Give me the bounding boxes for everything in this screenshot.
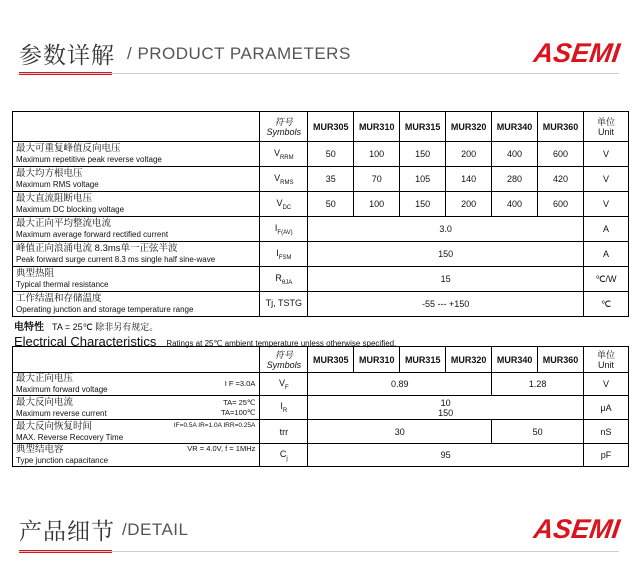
unit-cell: A (583, 242, 628, 267)
elec-title-cn: 电特性 (14, 322, 44, 333)
unit-cell: ℃/W (583, 267, 628, 292)
param-symbol: $V_F$ (260, 373, 308, 396)
param-symbol: $C_j$ (260, 444, 308, 467)
value-cell: 50 (308, 192, 354, 217)
asemi-logo: ASEMI (532, 38, 623, 68)
unit-cell: V (584, 373, 629, 396)
model-header: MUR315 (400, 347, 446, 373)
header-title-cn: 产品细节 (19, 519, 115, 545)
value-cell: 100 (354, 142, 400, 167)
value-cell: 280 (492, 167, 538, 192)
table-header-row (13, 112, 629, 142)
header-unit: 单位 Unit (584, 347, 629, 373)
table-row (13, 167, 629, 192)
unit-cell: nS (584, 420, 629, 444)
param-symbol: $V_{RMS}$ (260, 167, 308, 192)
param-symbol: $I_{FSM}$ (260, 242, 308, 267)
elec-title-en: Electrical Characteristics (14, 334, 157, 349)
param-symbol: $V_{DC}$ (260, 192, 308, 217)
header-title-en: / PRODUCT PARAMETERS (127, 44, 351, 63)
section-header-parameters (0, 29, 640, 89)
value-cell: 3.0 (308, 217, 584, 242)
value-cell: 150 (400, 192, 446, 217)
model-header: MUR305 (308, 112, 354, 142)
value-cell: 30 (308, 420, 492, 444)
value-cell: 400 (492, 192, 538, 217)
header-title-cn: 参数详解 (19, 43, 115, 69)
unit-cell: μA (584, 396, 629, 420)
model-header: MUR320 (446, 112, 492, 142)
test-condition: TA= 25℃ TA=100℃ (221, 397, 256, 417)
value-cell: 150 (308, 242, 584, 267)
value-cell: 35 (308, 167, 354, 192)
value-cell: 600 (538, 192, 584, 217)
param-description: 最大正向平均整流电流 Maximum average forward rectified current (13, 217, 260, 242)
value-cell: 100 (354, 192, 400, 217)
value-cell: 95 (308, 444, 584, 467)
model-header: MUR340 (492, 112, 538, 142)
value-cell: 140 (446, 167, 492, 192)
model-header: MUR320 (446, 347, 492, 373)
model-header: MUR305 (308, 347, 354, 373)
table-row (13, 292, 629, 317)
header-blank (13, 347, 260, 373)
table-row (13, 217, 629, 242)
table-row (13, 267, 629, 292)
value-cell: 600 (538, 142, 584, 167)
electrical-characteristics-table (12, 346, 629, 467)
value-cell: 1.28 (492, 373, 584, 396)
param-description: 最大可重复峰值反向电压 Maximum repetitive peak reverse voltage (13, 142, 260, 167)
table-row (13, 242, 629, 267)
unit-cell: V (583, 167, 628, 192)
param-description: 峰值正向浪涌电流 8.3ms单一正弦半波 Peak forward surge current 8.3 ms single half sine-wave (13, 242, 260, 267)
value-cell: 200 (446, 142, 492, 167)
model-header: MUR310 (354, 347, 400, 373)
header-symbols: 符号 Symbols (260, 112, 308, 142)
param-description: 典型结电容 Type junction capacitance VR = 4.0V, f = 1MHz (13, 444, 260, 467)
table-row (13, 373, 629, 396)
param-symbol: trr (260, 420, 308, 444)
value-cell: 10 150 (308, 396, 584, 420)
header-symbols: 符号 Symbols (260, 347, 308, 373)
value-cell: 150 (400, 142, 446, 167)
test-condition: IF=0.5A IR=1.0A IRR=0.25A (173, 421, 256, 429)
model-header: MUR315 (400, 112, 446, 142)
model-header: MUR360 (538, 347, 584, 373)
header-title-en: /DETAIL (122, 520, 189, 539)
param-description: 最大正向电压 Maximum forward voltage I F =3.0A (13, 373, 260, 396)
header-blank (13, 112, 260, 142)
table-row (13, 192, 629, 217)
value-cell: 200 (446, 192, 492, 217)
value-cell: -55 --- +150 (308, 292, 584, 317)
header-unit: 单位 Unit (583, 112, 628, 142)
param-description: 工作结温和存储温度 Operating junction and storage temperature range (13, 292, 260, 317)
value-cell: 0.89 (308, 373, 492, 396)
param-symbol: $R_{\theta JA}$ (260, 267, 308, 292)
param-symbol: $I_{F(AV)}$ (260, 217, 308, 242)
header-divider (19, 73, 619, 74)
elec-title-rating: Ratings at 25℃ ambient temperature unless otherwise specified. (166, 339, 397, 348)
param-description: 最大直流阻断电压 Maximum DC blocking voltage (13, 192, 260, 217)
table-row (13, 142, 629, 167)
param-description: 最大反向恢复时间 MAX. Reverse Recovery Time IF=0.5A IR=1.0A IRR=0.25A (13, 420, 260, 444)
value-cell: 400 (492, 142, 538, 167)
table-header-row (13, 347, 629, 373)
model-header: MUR360 (538, 112, 584, 142)
table-row (13, 396, 629, 420)
test-condition: VR = 4.0V, f = 1MHz (187, 444, 256, 453)
unit-cell: A (583, 217, 628, 242)
value-cell: 15 (308, 267, 584, 292)
value-cell: 420 (538, 167, 584, 192)
unit-cell: pF (584, 444, 629, 467)
header-divider (19, 551, 619, 552)
elec-title-cond: TA = 25℃ 除非另有规定。 (52, 322, 159, 332)
param-description: 最大反向电流 Maximum reverse current TA= 25℃ TA=100℃ (13, 396, 260, 420)
param-symbol: $V_{RRM}$ (260, 142, 308, 167)
param-symbol: Tj, TSTG (260, 292, 308, 317)
value-cell: 70 (354, 167, 400, 192)
table-row (13, 444, 629, 467)
test-condition: I F =3.0A (224, 379, 256, 388)
value-cell: 105 (400, 167, 446, 192)
max-ratings-table (12, 111, 629, 317)
electrical-characteristics-title (14, 318, 396, 349)
model-header: MUR340 (492, 347, 538, 373)
param-description: 典型热阻 Typical thermal resistance (13, 267, 260, 292)
asemi-logo: ASEMI (532, 514, 623, 544)
unit-cell: V (583, 192, 628, 217)
model-header: MUR310 (354, 112, 400, 142)
value-cell: 50 (492, 420, 584, 444)
table-row (13, 420, 629, 444)
param-description: 最大均方根电压 Maximum RMS voltage (13, 167, 260, 192)
section-header-detail (0, 505, 640, 565)
param-symbol: $I_R$ (260, 396, 308, 420)
unit-cell: V (583, 142, 628, 167)
value-cell: 50 (308, 142, 354, 167)
unit-cell: ℃ (583, 292, 628, 317)
